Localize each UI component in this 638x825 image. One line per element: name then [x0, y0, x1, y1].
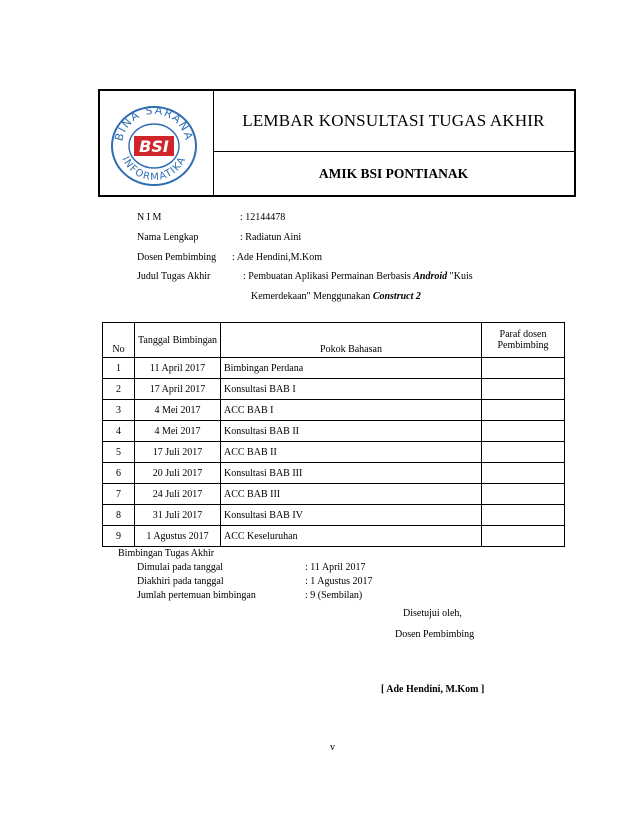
thesis-title-part: Kemerdekaan" Menggunakan — [251, 291, 373, 302]
cell-topic: ACC BAB III — [221, 484, 482, 505]
cell-paraf — [482, 505, 565, 526]
cell-date: 31 Juli 2017 — [135, 505, 221, 526]
cell-topic: Konsultasi BAB III — [221, 463, 482, 484]
page-number: v — [330, 742, 335, 753]
cell-topic: Konsultasi BAB I — [221, 379, 482, 400]
start-value: : 11 April 2017 — [305, 562, 366, 573]
name-value: : Radiatun Aini — [240, 232, 302, 243]
table-row — [103, 484, 565, 505]
end-label: Diakhiri pada tanggal — [137, 576, 224, 587]
thesis-title-part: : Pembuatan Aplikasi Permainan Berbasis — [243, 271, 414, 282]
cell-no: 1 — [103, 358, 135, 379]
cell-topic: Bimbingan Perdana — [221, 358, 482, 379]
cell-date: 4 Mei 2017 — [135, 421, 221, 442]
cell-date: 1 Agustus 2017 — [135, 526, 221, 547]
table-header-row — [103, 323, 565, 358]
name-label: Nama Lengkap — [137, 232, 199, 243]
header-paraf: Paraf dosen Pembimbing — [482, 323, 565, 358]
cell-paraf — [482, 421, 565, 442]
cell-date: 17 April 2017 — [135, 379, 221, 400]
advisor-value: : Ade Hendini,M.Kom — [232, 252, 322, 263]
cell-paraf — [482, 400, 565, 421]
cell-paraf — [482, 526, 565, 547]
cell-topic: Konsultasi BAB IV — [221, 505, 482, 526]
cell-topic: ACC Keseluruhan — [221, 526, 482, 547]
cell-paraf — [482, 442, 565, 463]
table-row — [103, 358, 565, 379]
cell-no: 9 — [103, 526, 135, 547]
count-value: : 9 (Sembilan) — [305, 590, 363, 601]
thesis-title-tool: Construct 2 — [372, 291, 421, 302]
nim-label: N I M — [137, 212, 162, 223]
cell-no: 8 — [103, 505, 135, 526]
cell-date: 11 April 2017 — [135, 358, 221, 379]
document-title: LEMBAR KONSULTASI TUGAS AKHIR — [242, 111, 545, 130]
advisor-label: Dosen Pembimbing — [137, 252, 217, 263]
cell-paraf — [482, 358, 565, 379]
approved-by: Disetujui oleh, — [403, 608, 462, 619]
cell-no: 6 — [103, 463, 135, 484]
cell-paraf — [482, 463, 565, 484]
cell-topic: ACC BAB I — [221, 400, 482, 421]
table-row — [103, 505, 565, 526]
table-row — [103, 442, 565, 463]
thesis-title-line-1 — [243, 271, 473, 282]
header-topic: Pokok Bahasan — [221, 323, 482, 358]
thesis-title-line-2 — [251, 291, 421, 302]
cell-date: 4 Mei 2017 — [135, 400, 221, 421]
header-date: Tanggal Bimbingan — [135, 323, 221, 358]
signer-name: [ Ade Hendini, M.Kom ] — [381, 684, 485, 695]
header-box — [98, 89, 576, 197]
table-row — [103, 400, 565, 421]
cell-date: 24 Juli 2017 — [135, 484, 221, 505]
cell-no: 2 — [103, 379, 135, 400]
nim-value: : 12144478 — [240, 212, 286, 223]
institution-name: AMIK BSI PONTIANAK — [318, 165, 469, 181]
logo-text-bottom: INFORMATIKA — [119, 154, 189, 184]
cell-no: 7 — [103, 484, 135, 505]
summary-heading: Bimbingan Tugas Akhir — [118, 548, 215, 559]
table-row — [103, 463, 565, 484]
cell-date: 17 Juli 2017 — [135, 442, 221, 463]
logo-text-top: BINA SARANA — [112, 103, 196, 143]
logo-initials: BSI — [139, 137, 169, 156]
cell-no: 4 — [103, 421, 135, 442]
table-row — [103, 421, 565, 442]
cell-topic: Konsultasi BAB II — [221, 421, 482, 442]
approver-role: Dosen Pembimbing — [395, 629, 475, 640]
consultation-table — [102, 322, 565, 547]
end-value: : 1 Agustus 2017 — [305, 576, 373, 587]
start-label: Dimulai pada tanggal — [137, 562, 224, 573]
bsi-logo — [104, 101, 204, 187]
table-row — [103, 379, 565, 400]
cell-no: 5 — [103, 442, 135, 463]
thesis-title-part: "Kuis — [447, 271, 473, 282]
count-label: Jumlah pertemuan bimbingan — [137, 590, 256, 601]
cell-topic: ACC BAB II — [221, 442, 482, 463]
cell-no: 3 — [103, 400, 135, 421]
thesis-label: Judul Tugas Akhir — [137, 271, 211, 282]
header-no: No — [103, 323, 135, 358]
cell-paraf — [482, 484, 565, 505]
thesis-title-platform: Android — [413, 271, 448, 282]
cell-paraf — [482, 379, 565, 400]
table-body — [103, 358, 565, 547]
cell-date: 20 Juli 2017 — [135, 463, 221, 484]
table-row — [103, 526, 565, 547]
